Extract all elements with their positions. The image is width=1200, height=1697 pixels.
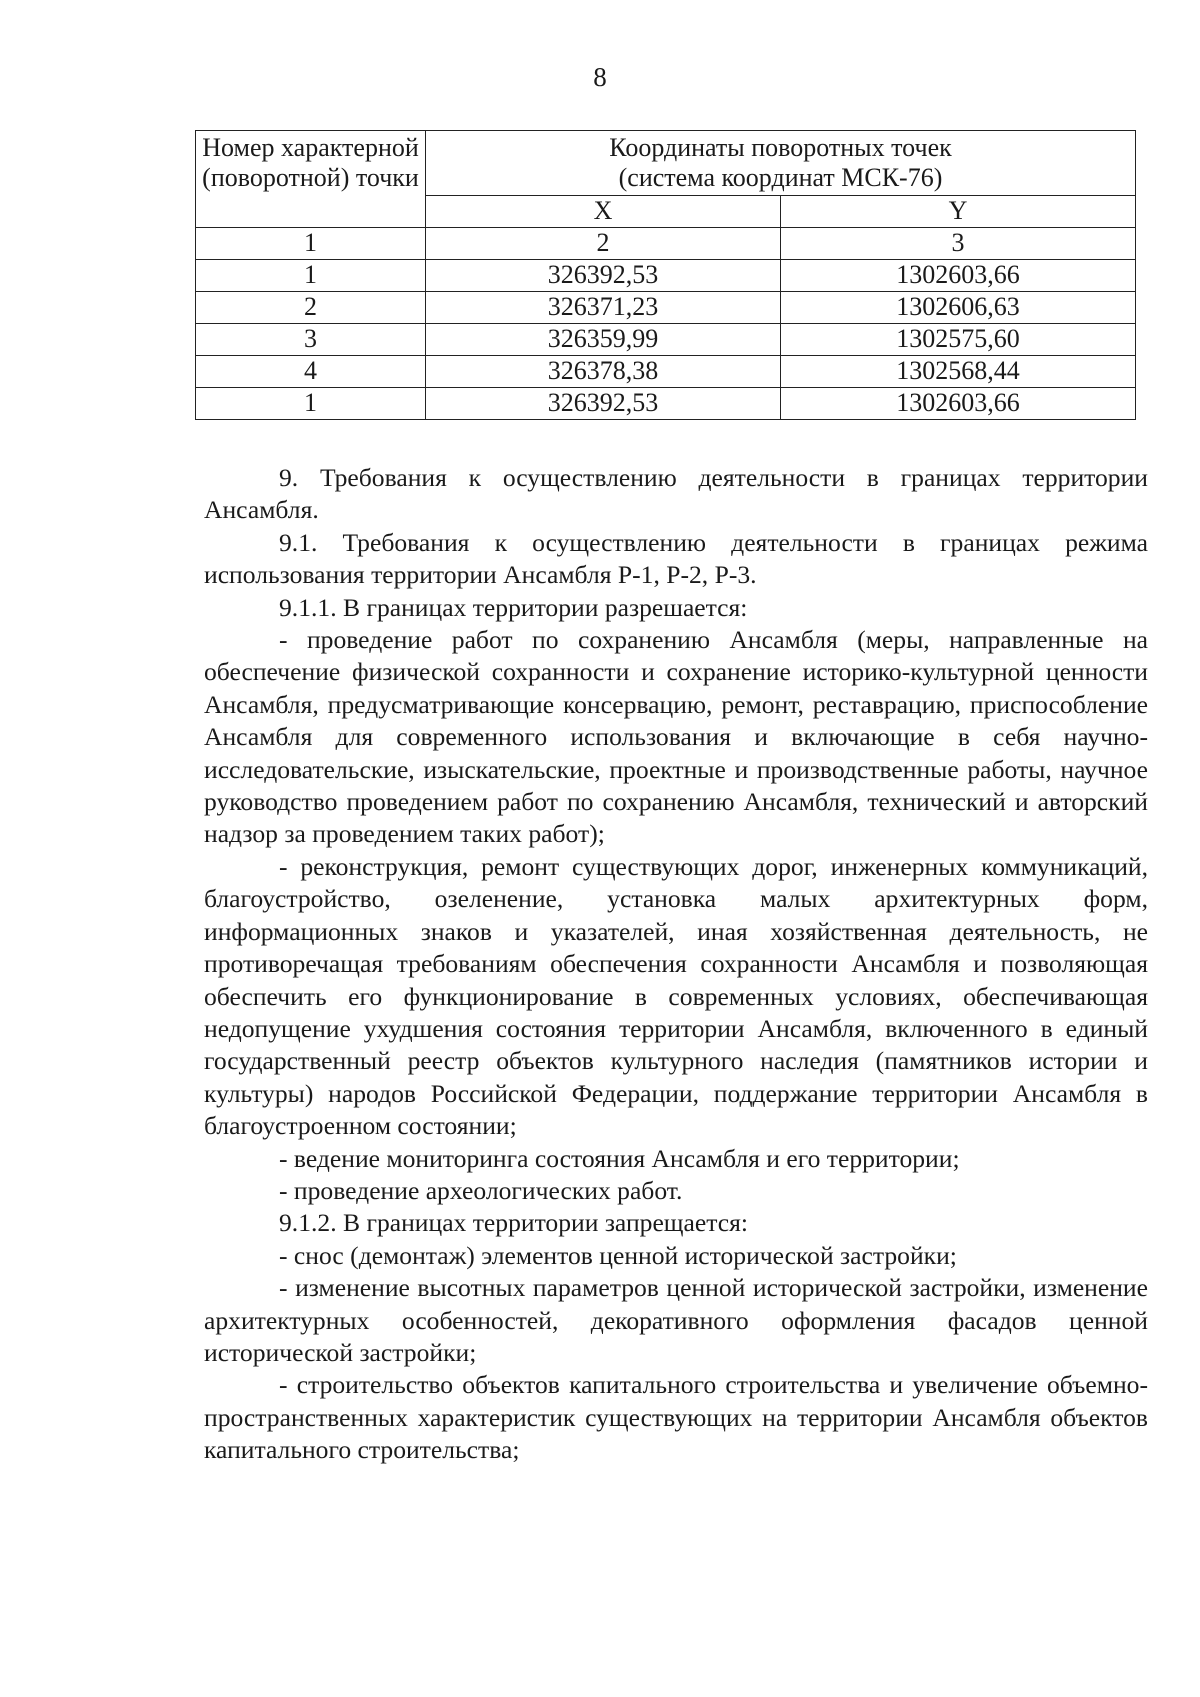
x-cell: 326378,38 <box>426 356 781 388</box>
list-item: - изменение высотных параметров ценной исторической застройки, изменение архитектурных особенностей, декоративного оформления фасадов ценной исторической застройки; <box>204 1273 1148 1367</box>
point-cell: 2 <box>196 292 426 324</box>
clause-heading-9-1-1: 9.1.1. В границах территории разрешается: <box>279 592 748 622</box>
clause-heading-9-1-2: 9.1.2. В границах территории запрещается: <box>279 1208 748 1238</box>
point-number-header <box>196 131 426 228</box>
list-item: - ведение мониторинга состояния Ансамбля и его территории; <box>279 1143 960 1173</box>
page-number: 8 <box>593 62 607 92</box>
index-cell: 3 <box>781 228 1136 260</box>
x-cell: 326371,23 <box>426 292 781 324</box>
y-cell: 1302606,63 <box>781 292 1136 324</box>
list-item: - реконструкция, ремонт существующих дорог, инженерных коммуникаций, благоустройство, озеленение, установка малых архитектурных форм, информационных знаков и указателей, иная хозяйственная деятельность, не противоречащая требованиям обеспечения сохранности Ансамбля и позволяющая обеспечить его функционирование в современных условиях, обеспечивающая недопущение ухудшения состояния территории Ансамбля, включенного в единый государственный реестр объектов культурного наследия (памятников истории и культуры) народов Российской Федерации, поддержание территории Ансамбля в благоустроенном состоянии; <box>204 851 1148 1141</box>
table-row <box>196 388 1136 420</box>
table-row <box>196 356 1136 388</box>
list-item: - проведение работ по сохранению Ансамбля (меры, направленные на обеспечение физической сохранности и сохранение историко-культурной ценности Ансамбля, предусматривающие консервацию, ремонт, реставрацию, приспособление Ансамбля для современного использования и включающие в себя научно-исследовательские, изыскательские, проектные и производственные работы, научное руководство проведением работ по сохранению Ансамбля, технический и авторский надзор за проведением таких работ); <box>204 625 1148 849</box>
x-header: X <box>426 196 781 228</box>
point-cell: 1 <box>196 388 426 420</box>
point-cell: 1 <box>196 260 426 292</box>
table-index-row <box>196 228 1136 260</box>
point-cell: 3 <box>196 324 426 356</box>
point-number-header-line2: (поворотной) точки <box>202 163 419 192</box>
table-row <box>196 292 1136 324</box>
x-cell: 326392,53 <box>426 388 781 420</box>
table-row <box>196 324 1136 356</box>
x-cell: 326359,99 <box>426 324 781 356</box>
x-cell: 326392,53 <box>426 260 781 292</box>
coordinates-table <box>195 130 1136 420</box>
coordinates-header-line2: (система координат МСК-76) <box>618 163 943 192</box>
y-cell: 1302603,66 <box>781 388 1136 420</box>
y-cell: 1302568,44 <box>781 356 1136 388</box>
document-body <box>204 462 1148 1467</box>
y-header: Y <box>781 196 1136 228</box>
y-cell: 1302603,66 <box>781 260 1136 292</box>
section-heading-9: 9. Требования к осуществлению деятельности в границах территории Ансамбля. <box>204 463 1148 525</box>
point-number-header-line1: Номер характерной <box>202 133 419 162</box>
index-cell: 2 <box>426 228 781 260</box>
list-item: - строительство объектов капитального строительства и увеличение объемно-пространственных характеристик существующих на территории Ансамбля объектов капитального строительства; <box>204 1370 1148 1465</box>
point-cell: 4 <box>196 356 426 388</box>
list-item: - снос (демонтаж) элементов ценной исторической застройки; <box>279 1240 957 1270</box>
table-row <box>196 260 1136 292</box>
y-cell: 1302575,60 <box>781 324 1136 356</box>
index-cell: 1 <box>196 228 426 260</box>
table-header-row <box>196 131 1136 196</box>
subsection-heading-9-1: 9.1. Требования к осуществлению деятельности в границах режима использования территории Ансамбля Р-1, Р-2, Р-3. <box>204 527 1148 590</box>
list-item: - проведение археологических работ. <box>279 1175 683 1205</box>
coordinates-header-line1: Координаты поворотных точек <box>609 133 952 162</box>
coordinates-header <box>426 131 1136 196</box>
